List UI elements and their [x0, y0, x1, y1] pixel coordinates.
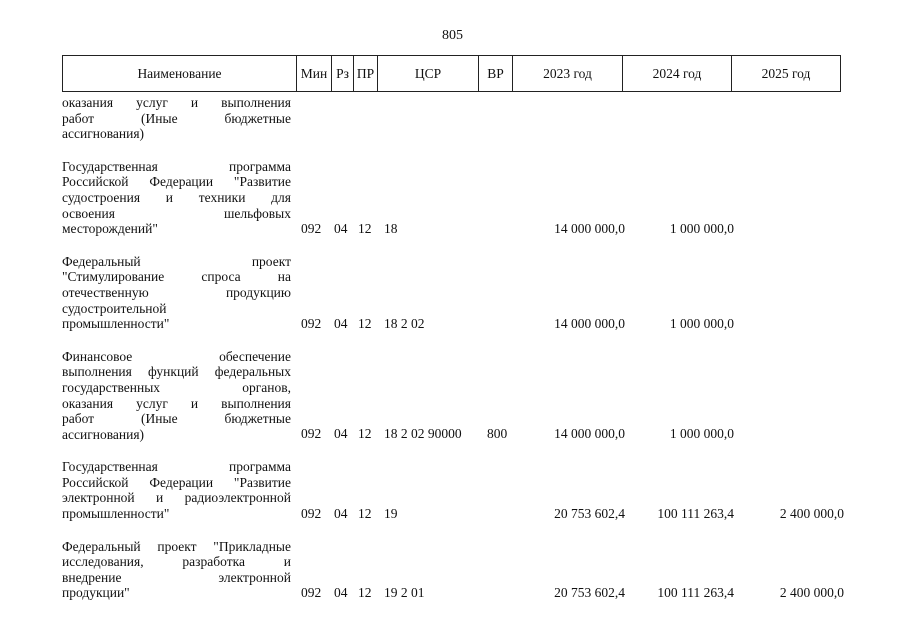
row-name-line: промышленности": [62, 316, 170, 332]
row-name-line: ассигнования): [62, 126, 145, 142]
row-name-line: продукции": [62, 585, 130, 601]
cell-2024: 1 000 000,0: [669, 220, 734, 236]
cell-min: 092: [301, 315, 322, 331]
cell-min: 092: [301, 585, 322, 601]
cell-rz: 04: [334, 315, 348, 331]
row-name-line: Федеральный проект "Прикладные: [62, 538, 291, 554]
cell-pr: 12: [358, 426, 372, 442]
cell-csr: 18 2 02 90000: [384, 426, 462, 442]
row-name-line: Государственная программа: [62, 158, 291, 174]
cell-2025: 2 400 000,0: [779, 585, 844, 601]
row-name-line: судостроительной: [62, 300, 167, 316]
cell-2023: 20 753 602,4: [554, 585, 625, 601]
cell-min: 092: [301, 220, 322, 236]
row-name-line: "Стимулирование спроса на: [62, 269, 291, 285]
row-name-line: государственных органов,: [62, 379, 291, 395]
table-body: [62, 95, 846, 601]
row-name-line: Российской Федерации "Развитие: [62, 474, 291, 490]
row-name-line: Государственная программа: [62, 459, 291, 475]
cell-pr: 12: [358, 505, 372, 521]
row-name-line: ассигнования): [62, 426, 145, 442]
table-row: [62, 349, 846, 443]
cell-2024: 100 111 263,4: [657, 505, 734, 521]
row-name-line: Федеральный проект: [62, 253, 291, 269]
page-number: 805: [442, 28, 463, 43]
row-name-line: судостроения и техники для: [62, 189, 291, 205]
cell-2024: 1 000 000,0: [669, 315, 734, 331]
table-row: [62, 159, 846, 237]
column-header-2023: 2023 год: [513, 56, 623, 92]
cell-2024: 1 000 000,0: [669, 426, 734, 442]
row-name-line: исследования, разработка и: [62, 554, 291, 570]
row-name-line: работ (Иные бюджетные: [62, 411, 291, 427]
cell-pr: 12: [358, 585, 372, 601]
cell-rz: 04: [334, 426, 348, 442]
table-row: [62, 95, 846, 142]
row-name-line: внедрение электронной: [62, 569, 291, 585]
row-name-line: отечественную продукцию: [62, 284, 291, 300]
column-header-name: Наименование: [63, 56, 297, 92]
cell-2023: 20 753 602,4: [554, 505, 625, 521]
row-name-line: Финансовое обеспечение: [62, 348, 291, 364]
table-row: [62, 539, 846, 601]
row-name-line: промышленности": [62, 506, 170, 522]
cell-2023: 14 000 000,0: [554, 426, 625, 442]
column-header-vr: ВР: [479, 56, 513, 92]
column-header-2024: 2024 год: [623, 56, 732, 92]
cell-2023: 14 000 000,0: [554, 315, 625, 331]
cell-csr: 19: [384, 505, 398, 521]
cell-rz: 04: [334, 585, 348, 601]
cell-csr: 19 2 01: [384, 585, 425, 601]
cell-csr: 18 2 02: [384, 315, 425, 331]
column-header-2025: 2025 год: [732, 56, 841, 92]
column-header-pr: ПР: [354, 56, 378, 92]
row-name-line: выполнения функций федеральных: [62, 364, 291, 380]
cell-min: 092: [301, 426, 322, 442]
cell-2023: 14 000 000,0: [554, 220, 625, 236]
row-name-line: оказания услуг и выполнения: [62, 95, 291, 110]
row-name-line: работ (Иные бюджетные: [62, 110, 291, 126]
cell-min: 092: [301, 505, 322, 521]
column-header-min: Мин: [297, 56, 332, 92]
row-name-line: Российской Федерации "Развитие: [62, 174, 291, 190]
cell-2024: 100 111 263,4: [657, 585, 734, 601]
column-header-csr: ЦСР: [378, 56, 479, 92]
table-header: [62, 55, 841, 92]
cell-csr: 18: [384, 220, 398, 236]
column-header-rz: Рз: [332, 56, 354, 92]
row-name-line: освоения шельфовых: [62, 205, 291, 221]
cell-rz: 04: [334, 220, 348, 236]
cell-pr: 12: [358, 315, 372, 331]
cell-pr: 12: [358, 220, 372, 236]
row-name: [62, 95, 291, 142]
row-name-line: оказания услуг и выполнения: [62, 395, 291, 411]
table-row: [62, 254, 846, 332]
table-row: [62, 459, 846, 521]
row-name-line: месторождений": [62, 221, 158, 237]
cell-rz: 04: [334, 505, 348, 521]
row-name-line: электронной и радиоэлектронной: [62, 490, 291, 506]
cell-vr: 800: [487, 426, 508, 442]
cell-2025: 2 400 000,0: [779, 505, 844, 521]
